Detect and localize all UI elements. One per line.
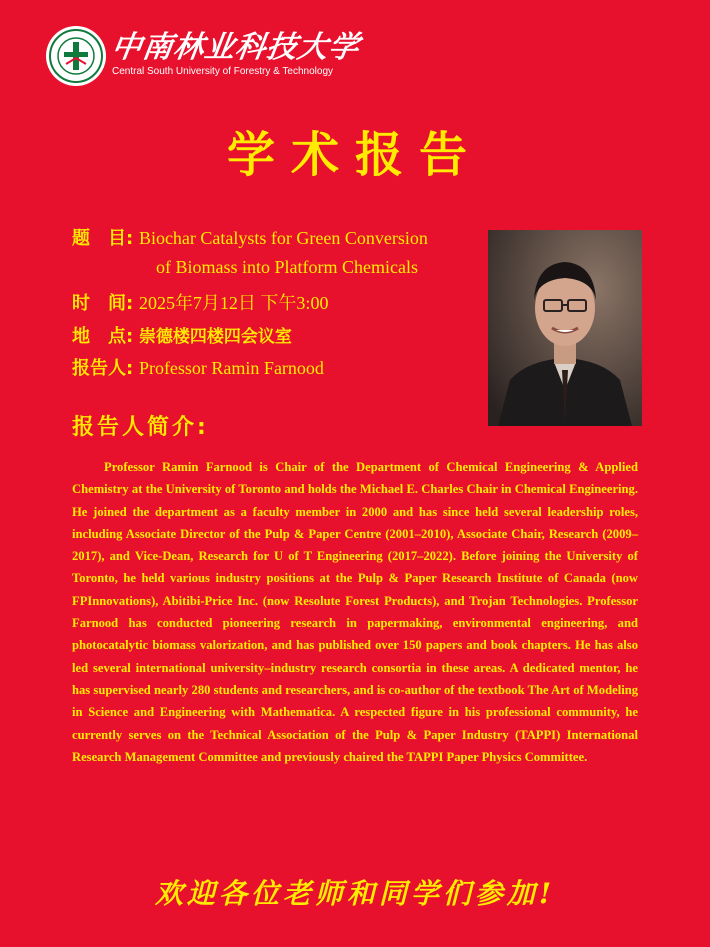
university-logo-icon bbox=[46, 26, 106, 86]
page-title: 学术报告 bbox=[226, 127, 483, 183]
bio-text: Professor Ramin Farnood is Chair of the Department of Chemical Engineering & Applied Chemistry at the University of Toronto and holds the Michael E. Charles Chair in Chemical Engineering. He joined the department as a faculty member in 2000 and has since held several leadership roles, including Associate Director of the Pulp & Paper Centre (2001–2010), Associate Chair, Research (2009–2017), and Vice-Dean, Research for U of T Engineering (2017–2022). Before joining the University of Toronto, he held various industry positions at the Pulp & Paper Research Institute of Canada (now FPInnovations), Abitibi-Price Inc. (now Resolute Forest Products), and Trojan Technologies. Professor Farnood has conducted pioneering research in papermaking, environmental engineering, and photocatalytic biomass valorization, and has published over 150 papers and book chapters. He has also led several international university–industry research consortia in these areas. A dedicated mentor, he has supervised nearly 280 students and researchers, and is co-author of the textbook The Art of Modeling in Science and Engineering with Mathematica. A respected figure in his professional community, he currently serves on the Technical Association of the Pulp & Paper Industry (TAPPI) International Research Management Committee and previously chaired the TAPPI Paper Physics Committee. bbox=[72, 460, 638, 764]
time-label: 时 间: bbox=[72, 293, 134, 314]
topic-row-2 bbox=[156, 257, 418, 278]
place-row bbox=[72, 322, 292, 348]
speaker-row bbox=[72, 354, 324, 380]
topic-line2: of Biomass into Platform Chemicals bbox=[156, 257, 418, 277]
place-value: 崇德楼四楼四会议室 bbox=[138, 327, 292, 347]
topic-line1: Biochar Catalysts for Green Conversion bbox=[138, 228, 428, 248]
place-label: 地 点: bbox=[72, 326, 134, 347]
topic-label: 题 目: bbox=[72, 228, 134, 249]
welcome-footer: 欢迎各位老师和同学们参加! bbox=[154, 877, 556, 910]
speaker-value: Professor Ramin Farnood bbox=[138, 358, 324, 378]
speaker-photo bbox=[488, 230, 642, 426]
time-value: 2025年7月12日 下午3:00 bbox=[138, 293, 329, 313]
university-name-en: Central South University of Forestry & Technology bbox=[112, 66, 334, 77]
speaker-label: 报告人: bbox=[72, 358, 134, 379]
university-name-cn: 中南林业科技大学 bbox=[109, 30, 362, 65]
topic-row bbox=[72, 224, 428, 250]
bio-heading: 报告人简介: bbox=[72, 415, 209, 440]
time-row bbox=[72, 289, 328, 315]
